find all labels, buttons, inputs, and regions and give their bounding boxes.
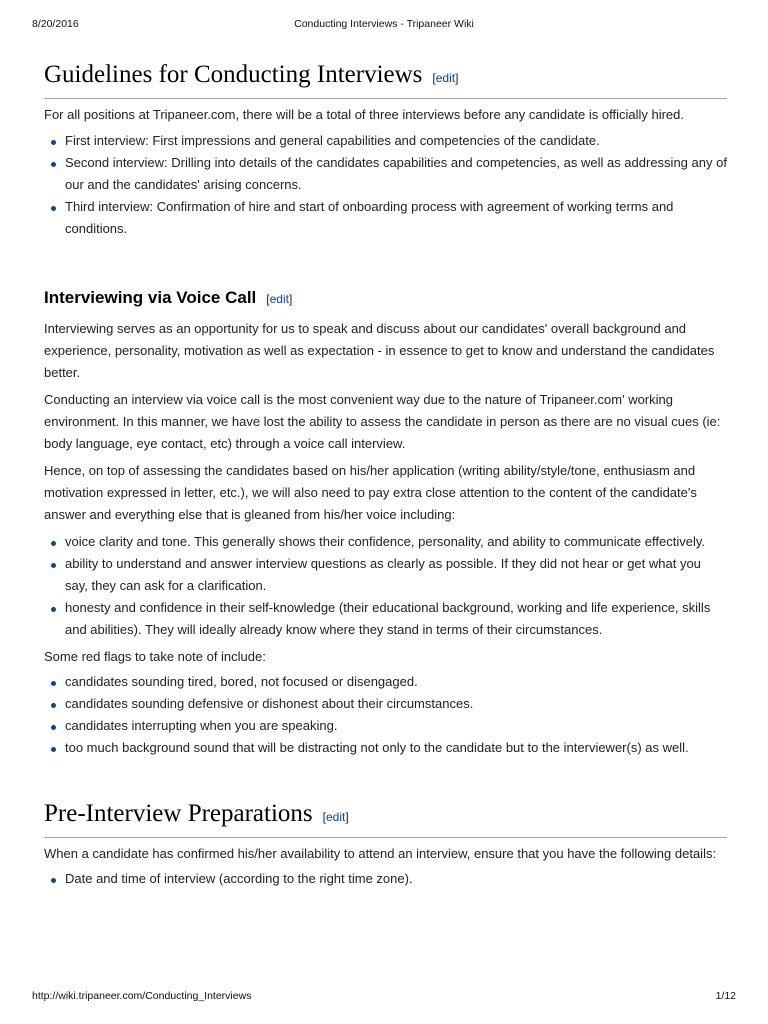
voice-call-paragraph: Interviewing serves as an opportunity for us to speak and discuss about our candidates' overall background and experience, personality, motivation as well as expectation - in essence to get to know and understand the candidates better. [44, 321, 715, 380]
list-item: voice clarity and tone. This generally shows their confidence, personality, and ability to communicate effectively. [44, 531, 727, 553]
voice-attention-list [44, 531, 727, 641]
print-footer [32, 990, 736, 1004]
edit-link-guidelines[interactable]: edit [435, 71, 456, 85]
list-item: candidates sounding defensive or dishonest about their circumstances. [44, 693, 727, 715]
list-item: Date and time of interview (according to the right time zone). [44, 868, 727, 890]
list-item: ability to understand and answer interview questions as clearly as possible. If they did not hear or get what you say, they can ask for a clarification. [44, 553, 727, 597]
pre-interview-intro: When a candidate has confirmed his/her availability to attend an interview, ensure that you have the following details: [44, 846, 717, 861]
print-url: http://wiki.tripaneer.com/Conducting_Interviews [32, 990, 252, 1002]
section-title: Pre-Interview Preparations [44, 800, 313, 827]
list-item: candidates sounding tired, bored, not focused or disengaged. [44, 671, 727, 693]
article-content [44, 58, 727, 890]
red-flags-intro: Some red flags to take note of include: [44, 649, 266, 664]
section-title: Guidelines for Conducting Interviews [44, 61, 423, 88]
list-item: honesty and confidence in their self-knowledge (their educational background, working and life experience, skills and abilities). They will ideally already know where they stand in terms of their circumstances. [44, 597, 727, 641]
edit-link-pre-interview[interactable]: edit [326, 810, 346, 824]
guidelines-intro: For all positions at Tripaneer.com, there will be a total of three interviews before any candidate is officially hired. [44, 107, 684, 122]
voice-call-paragraph: Conducting an interview via voice call is the most convenient way due to the nature of Tripaneer.com' working environment. In this manner, we have lost the ability to assess the candidate in person as there are no visual cues (ie: body language, eye contact, etc) through a voice call interview. [44, 392, 721, 451]
list-item: Third interview: Confirmation of hire and start of onboarding process with agreement of working terms and conditions. [44, 196, 727, 240]
list-item: too much background sound that will be distracting not only to the candidate but to the interviewer(s) as well. [44, 737, 727, 759]
print-page-title: Conducting Interviews - Tripaneer Wiki [294, 18, 474, 30]
voice-call-paragraph: Hence, on top of assessing the candidates based on his/her application (writing ability/style/tone, enthusiasm and motivation expressed in letter, etc.), we will also need to pay extra close attention to the content of the candidate's answer and everything else that is gleaned from his/her voice including: [44, 463, 697, 522]
edit-section-link-wrapper: [edit] [432, 71, 459, 85]
print-date: 8/20/2016 [32, 18, 79, 30]
print-header [32, 18, 736, 32]
edit-section-link-wrapper: [edit] [322, 810, 349, 824]
section-heading-voice-call [44, 287, 727, 310]
red-flags-list [44, 671, 727, 759]
list-item: Second interview: Drilling into details of the candidates capabilities and competencies, as well as addressing any of our and the candidates' arising concerns. [44, 152, 727, 196]
page-number: 1/12 [715, 990, 736, 1002]
edit-link-voice-call[interactable]: edit [269, 292, 289, 306]
section-heading-guidelines [44, 58, 727, 99]
pre-interview-details-list [44, 868, 727, 890]
list-item: candidates interrupting when you are speaking. [44, 715, 727, 737]
list-item: First interview: First impressions and general capabilities and competencies of the candidate. [44, 130, 727, 152]
edit-section-link-wrapper: [edit] [266, 292, 293, 306]
section-heading-pre-interview [44, 797, 727, 838]
section-title: Interviewing via Voice Call [44, 288, 257, 307]
interview-stages-list [44, 130, 727, 240]
